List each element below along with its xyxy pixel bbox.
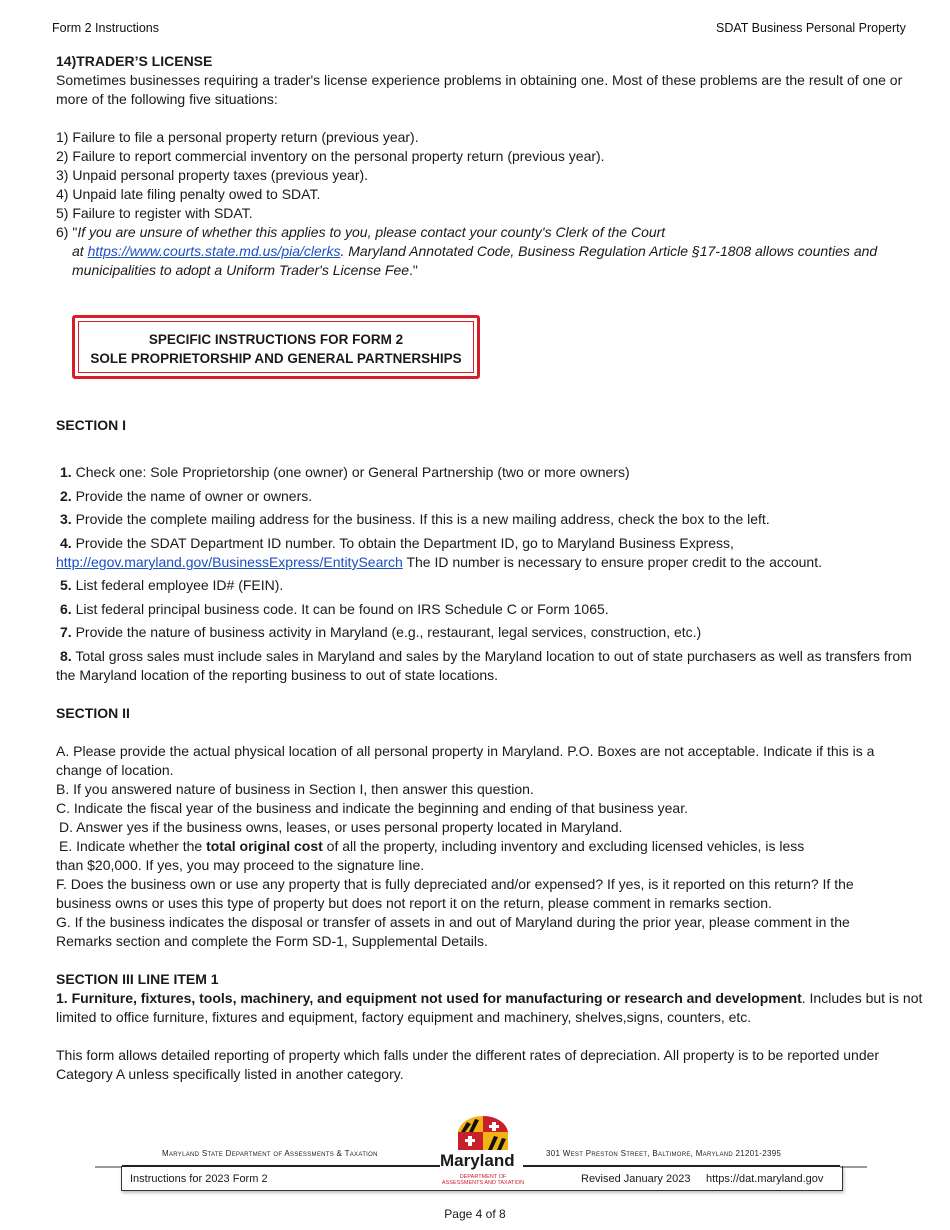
section-1-heading: SECTION I	[56, 417, 127, 433]
s2-c: C. Indicate the fiscal year of the business and indicate the beginning and ending of that business year.	[56, 800, 688, 816]
s2-e-bold: total original cost	[206, 838, 323, 854]
s2-a-1: A. Please provide the actual physical location of all personal property in Maryland. P.O. Boxes are not acceptable. Indicate if this is a	[56, 743, 875, 759]
s2-e-post: of all the property, including inventory and excluding licensed vehicles, is less	[322, 838, 805, 854]
s2-f-2: business owns or uses this type of property but does not report it on the return, please comment in remarks section.	[56, 895, 772, 911]
footer-rule-left-grey	[95, 1166, 122, 1168]
s1-item-1	[60, 463, 630, 482]
s2-f-1: F. Does the business own or use any property that is fully depreciated and/or expensed? If yes, is it reported on this return? If the	[56, 876, 854, 892]
s1-item-5	[60, 576, 283, 595]
s3-line-1-bold: 1. Furniture, fixtures, tools, machinery, and equipment not used for manufacturing or research and development	[56, 990, 802, 1006]
logo-wordmark: Maryland	[440, 1151, 515, 1170]
traders-item-6-end: ."	[409, 262, 418, 278]
section-2-heading: SECTION II	[56, 705, 130, 721]
s1-item-3	[60, 510, 770, 529]
section-3-heading: SECTION III LINE ITEM 1	[56, 971, 219, 987]
s2-e-pre: E. Indicate whether the	[59, 838, 207, 854]
s2-d: D. Answer yes if the business owns, leases, or uses personal property located in Maryland.	[59, 819, 623, 835]
s1-item-7	[60, 623, 701, 642]
traders-item-6-line3-text: municipalities to adopt a Uniform Trader's License Fee	[72, 262, 410, 278]
s1-item-8	[60, 647, 912, 666]
s2-b: B. If you answered nature of business in Section I, then answer this question.	[56, 781, 534, 797]
s3-para-2: Category A unless specifically listed in another category.	[56, 1066, 404, 1082]
footer-address: 301 West Preston Street, Baltimore, Maryland 21201-2395	[546, 1149, 782, 1158]
traders-item-4: 4) Unpaid late filing penalty owed to SDAT.	[56, 186, 321, 202]
s1-item-5-num: 5.	[60, 577, 72, 593]
s2-a-2: change of location.	[56, 762, 174, 778]
s3-line-1-rest: . Includes but is not	[801, 990, 923, 1006]
s1-item-6	[60, 600, 609, 619]
s2-g-1: G. If the business indicates the disposal or transfer of assets in and out of Maryland during the prior year, please comment in the	[56, 914, 850, 930]
s1-item-7-text: Provide the nature of business activity in Maryland (e.g., restaurant, legal services, construction, etc.)	[71, 624, 702, 640]
s1-item-2	[60, 487, 312, 506]
s1-item-4	[60, 534, 734, 553]
s3-line-1	[56, 989, 922, 1008]
s2-e-2: than $20,000. If yes, you may proceed to the signature line.	[56, 857, 425, 873]
s3-line-2: limited to office furniture, fixtures and equipment, factory equipment and machinery, shelves,signs, counters, etc.	[56, 1009, 752, 1025]
header-right: SDAT Business Personal Property	[716, 21, 906, 35]
s1-item-2-num: 2.	[60, 488, 72, 504]
page-number: Page 4 of 8	[444, 1207, 506, 1221]
s1-item-6-text: List federal principal business code. It can be found on IRS Schedule C or Form 1065.	[71, 601, 609, 617]
footer-agency: Maryland State Department of Assessments & Taxation	[162, 1149, 378, 1158]
traders-item-6-line3	[72, 261, 418, 280]
maryland-flag-logo	[455, 1114, 511, 1150]
s3-para-1: This form allows detailed reporting of property which falls under the different rates of depreciation. All property is to be reported under	[56, 1047, 880, 1063]
s1-item-4-text: Provide the SDAT Department ID number. To obtain the Department ID, go to Maryland Business Express,	[71, 535, 734, 551]
s2-g-2: Remarks section and complete the Form SD-1, Supplemental Details.	[56, 933, 488, 949]
s1-item-8-num: 8.	[60, 648, 72, 664]
traders-intro-2: more of the following five situations:	[56, 91, 278, 107]
s1-item-2-text: Provide the name of owner or owners.	[71, 488, 313, 504]
traders-item-5: 5) Failure to register with SDAT.	[56, 205, 253, 221]
specific-instructions-inner	[78, 321, 474, 373]
s1-item-7-num: 7.	[60, 624, 72, 640]
box-line-2: SOLE PROPRIETORSHIP AND GENERAL PARTNERSHIPS	[90, 351, 462, 366]
traders-intro-1: Sometimes businesses requiring a trader's license experience problems in obtaining one. Most of these problems are the result of one or	[56, 72, 903, 88]
s1-item-1-text: Check one: Sole Proprietorship (one owner) or General Partnership (two or more owners)	[71, 464, 630, 480]
s1-item-3-text: Provide the complete mailing address for the business. If this is a new mailing address, check the box to the left.	[71, 511, 770, 527]
s1-item-8-cont: the Maryland location of the reporting business to out of state locations.	[56, 667, 499, 683]
traders-item-6-prefix: 6) "	[56, 224, 78, 240]
traders-heading: 14)TRADER’S LICENSE	[56, 53, 213, 69]
traders-item-6-at: at	[72, 243, 88, 259]
footer-url[interactable]: https://dat.maryland.gov	[706, 1173, 824, 1185]
footer-rule-right-grey	[840, 1166, 867, 1168]
header-left: Form 2 Instructions	[52, 21, 159, 35]
s1-item-6-num: 6.	[60, 601, 72, 617]
s2-e	[59, 837, 804, 856]
business-express-link[interactable]: http://egov.maryland.gov/BusinessExpress/EntitySearch	[56, 554, 403, 570]
traders-item-2: 2) Failure to report commercial inventory on the personal property return (previous year).	[56, 148, 605, 164]
s1-item-8-text: Total gross sales must include sales in Maryland and sales by the Maryland location to out of state purchasers as well as transfers from	[71, 648, 912, 664]
footer-instructions: Instructions for 2023 Form 2	[130, 1173, 268, 1185]
specific-instructions-box	[72, 315, 480, 379]
footer-revised: Revised January 2023	[581, 1173, 691, 1185]
traders-item-6	[56, 223, 665, 242]
s1-item-3-num: 3.	[60, 511, 72, 527]
traders-item-6-line1: If you are unsure of whether this applies to you, please contact your county's Clerk of the Court	[77, 224, 666, 240]
traders-item-3: 3) Unpaid personal property taxes (previous year).	[56, 167, 369, 183]
s1-item-1-num: 1.	[60, 464, 72, 480]
box-line-1: SPECIFIC INSTRUCTIONS FOR FORM 2	[148, 332, 404, 347]
s1-item-5-text: List federal employee ID# (FEIN).	[71, 577, 284, 593]
s1-item-4-cont	[56, 553, 822, 572]
traders-item-6-line2	[72, 242, 877, 261]
s1-item-4-num: 4.	[60, 535, 72, 551]
traders-item-1: 1) Failure to file a personal property return (previous year).	[56, 129, 419, 145]
clerks-link[interactable]: https://www.courts.state.md.us/pia/clerks	[87, 243, 341, 259]
traders-item-6-rest: . Maryland Annotated Code, Business Regulation Article §17-1808 allows counties and	[340, 243, 878, 259]
logo-subtitle: DEPARTMENT OF ASSESSMENTS AND TAXATION	[441, 1174, 525, 1186]
s1-item-4-rest: The ID number is necessary to ensure proper credit to the account.	[402, 554, 822, 570]
